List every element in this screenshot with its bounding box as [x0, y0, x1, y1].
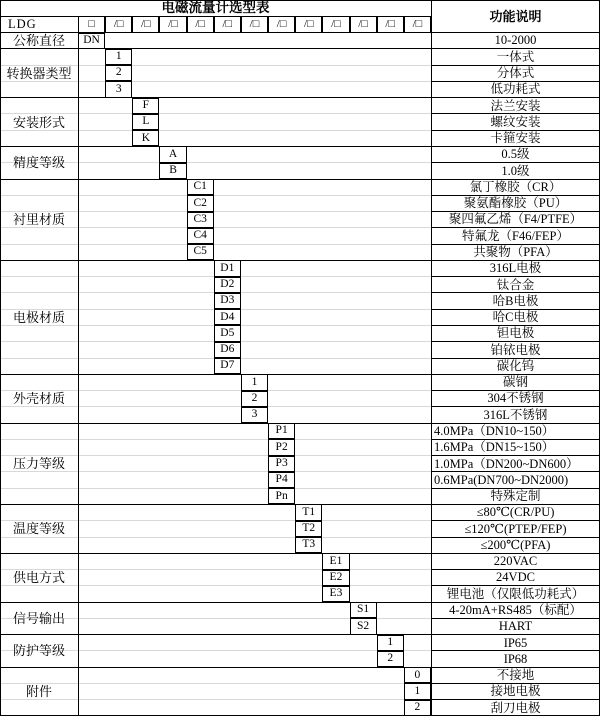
model-checkbox-cell: /□: [105, 16, 132, 32]
desc-cell: 1.6MPa（DN15~150）: [434, 440, 555, 455]
code-cell: P3: [268, 456, 295, 472]
desc-cell: 锂电池（仅限低功耗式）: [446, 586, 585, 601]
desc-cell: 316L电极: [489, 261, 542, 276]
desc-cell: 不接地: [496, 668, 535, 683]
code-cell: D5: [214, 325, 241, 341]
desc-divider: [431, 406, 600, 407]
code-cell: P2: [268, 439, 295, 455]
desc-cell: 共聚物（PFA）: [473, 244, 558, 259]
code-cell: C3: [187, 212, 214, 228]
desc-divider: [431, 130, 600, 131]
desc-cell: 钽电极: [496, 326, 535, 341]
desc-cell: 哈B电极: [492, 293, 539, 308]
section-label: 压力等级: [12, 456, 65, 472]
section-divider: [0, 179, 600, 180]
desc-cell: 哈C电极: [492, 310, 539, 325]
desc-cell: 法兰安装: [490, 98, 541, 113]
model-checkbox-cell: /□: [350, 16, 377, 32]
code-cell: D6: [214, 342, 241, 358]
code-cell: 2: [377, 651, 404, 667]
desc-divider: [431, 618, 600, 619]
desc-divider: [431, 81, 600, 82]
function-column-header: 功能说明: [489, 8, 542, 24]
section-divider: [0, 667, 600, 668]
code-cell: D4: [214, 309, 241, 325]
model-checkbox-cell: /□: [268, 16, 295, 32]
code-cell: 3: [241, 407, 268, 423]
section-label: 信号输出: [12, 610, 65, 626]
desc-divider: [431, 439, 600, 440]
code-cell: C4: [187, 228, 214, 244]
desc-divider: [431, 520, 600, 521]
desc-cell: 聚氨酯橡胶（PU）: [463, 196, 568, 211]
desc-divider: [431, 488, 600, 489]
section-divider: [0, 553, 600, 554]
desc-cell: 304不锈钢: [487, 391, 544, 406]
title-divider: [0, 16, 431, 17]
desc-cell: 钛合金: [496, 277, 535, 292]
desc-cell: ≤80℃(CR/PU): [476, 505, 555, 520]
code-cell: S1: [350, 602, 377, 618]
desc-cell: 特氟龙（F46/FEP）: [462, 228, 569, 243]
desc-divider: [431, 309, 600, 310]
code-cell: F: [132, 98, 159, 114]
section-label: 衬里材质: [12, 212, 65, 228]
section-divider: [0, 32, 600, 33]
model-checkbox-cell: /□: [187, 16, 214, 32]
desc-divider: [431, 569, 600, 570]
desc-cell: 4.0MPa（DN10~150）: [434, 423, 555, 438]
model-checkbox-cell: /□: [132, 16, 159, 32]
code-cell: D1: [214, 260, 241, 276]
section-label: 温度等级: [12, 521, 65, 537]
desc-divider: [431, 471, 600, 472]
section-divider: [0, 48, 600, 49]
section-label: 精度等级: [12, 155, 65, 171]
code-cell: T2: [295, 521, 322, 537]
desc-cell: ≤200℃(PFA): [480, 537, 551, 552]
desc-cell: 316L不锈钢: [483, 407, 548, 422]
desc-cell: 分体式: [496, 65, 535, 80]
model-checkbox-cell: /□: [404, 16, 431, 32]
code-cell: 1: [105, 49, 132, 65]
code-cell: T3: [295, 537, 322, 553]
code-cell: C2: [187, 195, 214, 211]
code-cell: 1: [241, 374, 268, 390]
model-checkbox-cell: /□: [295, 16, 322, 32]
desc-cell: IP65: [503, 635, 528, 650]
model-checkbox-cell: /□: [377, 16, 404, 32]
model-checkbox-cell: /□: [214, 16, 241, 32]
desc-cell: 一体式: [496, 49, 535, 64]
code-cell: E3: [322, 586, 349, 602]
desc-cell: 特殊定制: [490, 489, 541, 504]
section-divider: [0, 423, 600, 424]
desc-cell: 刮刀电极: [490, 700, 541, 715]
desc-cell: 螺纹安装: [490, 114, 541, 129]
code-cell: L: [132, 114, 159, 130]
code-cell: 2: [105, 65, 132, 81]
section-divider: [0, 634, 600, 635]
desc-cell: 聚四氟乙烯（F4/PTFE）: [448, 212, 583, 227]
code-cell: P4: [268, 472, 295, 488]
section-label: 附件: [25, 684, 52, 700]
desc-divider: [431, 358, 600, 359]
code-cell: E1: [322, 553, 349, 569]
desc-cell: HART: [498, 619, 533, 634]
desc-cell: 220VAC: [493, 554, 538, 569]
desc-divider: [431, 195, 600, 196]
desc-cell: 低功耗式: [490, 82, 541, 97]
desc-cell: 1.0MPa（DN200~DN600）: [434, 456, 579, 471]
desc-cell: 接地电极: [490, 684, 541, 699]
desc-divider: [431, 211, 600, 212]
code-cell: A: [159, 146, 186, 162]
desc-column-border: [431, 0, 432, 716]
section-label: 转换器类型: [6, 65, 72, 81]
model-checkbox-cell: /□: [159, 16, 186, 32]
code-cell: D2: [214, 277, 241, 293]
desc-divider: [431, 341, 600, 342]
code-cell: 2: [404, 700, 431, 716]
code-cell: 1: [377, 635, 404, 651]
section-divider: [0, 602, 600, 603]
code-cell: C5: [187, 244, 214, 260]
section-label: 公称直径: [12, 33, 65, 49]
desc-divider: [431, 537, 600, 538]
desc-divider: [431, 292, 600, 293]
desc-divider: [431, 455, 600, 456]
code-cell: K: [132, 130, 159, 146]
code-cell: E2: [322, 570, 349, 586]
desc-divider: [431, 325, 600, 326]
desc-divider: [431, 227, 600, 228]
code-cell: T1: [295, 504, 322, 520]
code-cell: Pn: [268, 488, 295, 504]
desc-divider: [431, 65, 600, 66]
desc-divider: [431, 650, 600, 651]
code-cell: C1: [187, 179, 214, 195]
code-cell: B: [159, 163, 186, 179]
model-checkbox-cell: /□: [322, 16, 349, 32]
code-cell: D3: [214, 293, 241, 309]
model-checkbox-cell: /□: [241, 16, 268, 32]
code-cell: 0: [404, 667, 431, 683]
desc-cell: 0.5级: [501, 147, 530, 162]
desc-cell: 氯丁橡胶（CR）: [469, 179, 562, 194]
code-cell: DN: [78, 33, 105, 49]
section-divider: [0, 146, 600, 147]
desc-divider: [431, 244, 600, 245]
section-divider: [0, 260, 600, 261]
code-cell: 1: [404, 683, 431, 699]
model-checkbox-cell: □: [78, 16, 105, 32]
desc-divider: [431, 585, 600, 586]
section-divider: [0, 374, 600, 375]
section-divider: [0, 97, 600, 98]
section-label: 防护等级: [12, 643, 65, 659]
code-cell: 2: [241, 391, 268, 407]
desc-cell: 碳化钨: [496, 358, 535, 373]
desc-cell: ≤120℃(PTEP/FEP): [464, 521, 567, 536]
desc-cell: 碳钢: [502, 375, 528, 390]
desc-cell: 4-20mA+RS485（标配）: [449, 602, 582, 617]
section-label: 电极材质: [12, 309, 65, 325]
code-cell: S2: [350, 618, 377, 634]
desc-divider: [431, 699, 600, 700]
code-cell: 3: [105, 81, 132, 97]
model-code-label: LDG: [8, 17, 37, 32]
desc-divider: [431, 276, 600, 277]
code-cell: D7: [214, 358, 241, 374]
label-column-border: [78, 16, 79, 716]
desc-cell: 10-2000: [494, 33, 537, 48]
desc-cell: IP68: [503, 651, 528, 666]
desc-divider: [431, 113, 600, 114]
desc-cell: 卡箍安装: [490, 131, 541, 146]
desc-divider: [431, 390, 600, 391]
desc-cell: 0.6MPa(DN700~DN2000): [434, 472, 569, 487]
desc-cell: 1.0级: [501, 163, 530, 178]
section-label: 外壳材质: [12, 391, 65, 407]
section-divider: [0, 504, 600, 505]
section-label: 供电方式: [12, 570, 65, 586]
desc-cell: 铂铱电极: [490, 342, 541, 357]
code-cell: P1: [268, 423, 295, 439]
desc-cell: 24VDC: [496, 570, 535, 585]
table-title: 电磁流量计选型表: [161, 0, 270, 16]
section-label: 安装形式: [12, 114, 65, 130]
desc-divider: [431, 683, 600, 684]
desc-divider: [431, 162, 600, 163]
